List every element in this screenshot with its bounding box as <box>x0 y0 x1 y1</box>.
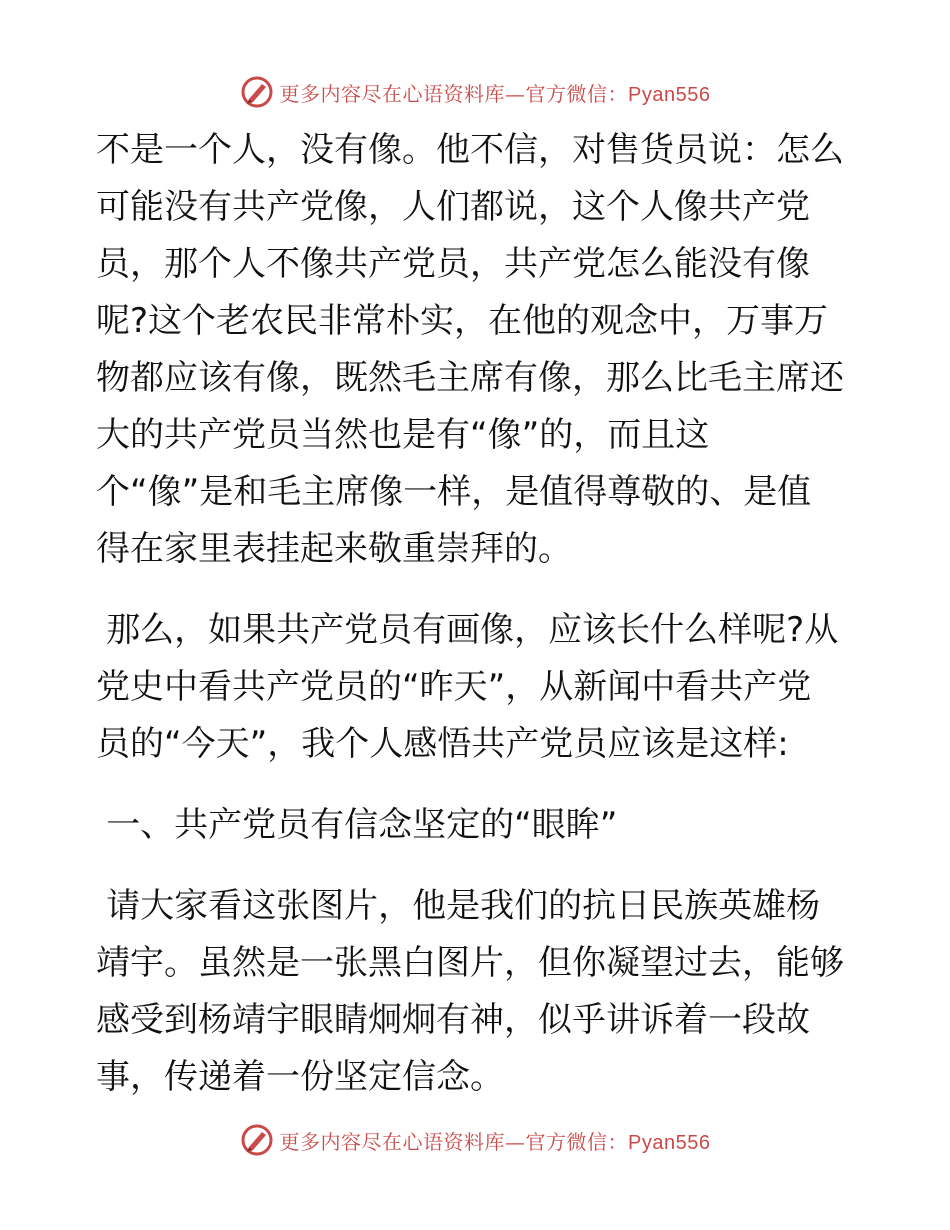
watermark-id: Pyan556 <box>628 1131 711 1154</box>
text-line: 不是一个人，没有像。他不信，对售货员说：怎么 <box>96 130 844 170</box>
text-line: 事，传递着一份坚定信念。 <box>96 1057 504 1097</box>
header-watermark <box>0 72 950 112</box>
text-line: 大的共产党员当然也是有“像”的，而且这 <box>96 415 710 455</box>
text-line: 个“像”是和毛主席像一样，是值得尊敬的、是值 <box>96 472 812 512</box>
text-line: 呢?这个老农民非常朴实，在他的观念中，万事万 <box>96 301 829 341</box>
text-line: 物都应该有像，既然毛主席有像，那么比毛主席还 <box>96 358 844 398</box>
text-line: 得在家里表挂起来敬重崇拜的。 <box>96 529 572 569</box>
watermark-text: 更多内容尽在心语资料库—官方微信：Pyan556 <box>279 1129 711 1154</box>
watermark-id: Pyan556 <box>628 83 711 106</box>
text-line: 员的“今天”，我个人感悟共产党员应该是这样: <box>96 724 789 764</box>
text-line: 员，那个人不像共产党员，共产党怎么能没有像 <box>96 244 810 284</box>
text-line: 靖宇。虽然是一张黑白图片，但你凝望过去，能够 <box>96 943 844 983</box>
paragraph-2 <box>96 602 856 773</box>
section-heading: 一、共产党员有信念坚定的“眼眸” <box>106 805 618 845</box>
footer-watermark <box>0 1120 950 1160</box>
text-line: 那么，如果共产党员有画像，应该长什么样呢?从 <box>106 610 839 650</box>
pen-circle-logo-icon <box>240 1123 274 1157</box>
text-line: 感受到杨靖宇眼睛炯炯有神，似乎讲诉着一段故 <box>96 1000 810 1040</box>
paragraph-3 <box>96 878 856 1106</box>
text-line: 请大家看这张图片，他是我们的抗日民族英雄杨 <box>106 886 821 926</box>
watermark-text: 更多内容尽在心语资料库—官方微信：Pyan556 <box>279 81 711 106</box>
pen-circle-logo-icon <box>240 75 274 109</box>
text-line: 党史中看共产党员的“昨天”，从新闻中看共产党 <box>96 667 812 707</box>
text-line: 可能没有共产党像，人们都说，这个人像共产党 <box>96 187 810 227</box>
paragraph-1 <box>96 122 856 578</box>
document-body <box>96 122 856 1106</box>
